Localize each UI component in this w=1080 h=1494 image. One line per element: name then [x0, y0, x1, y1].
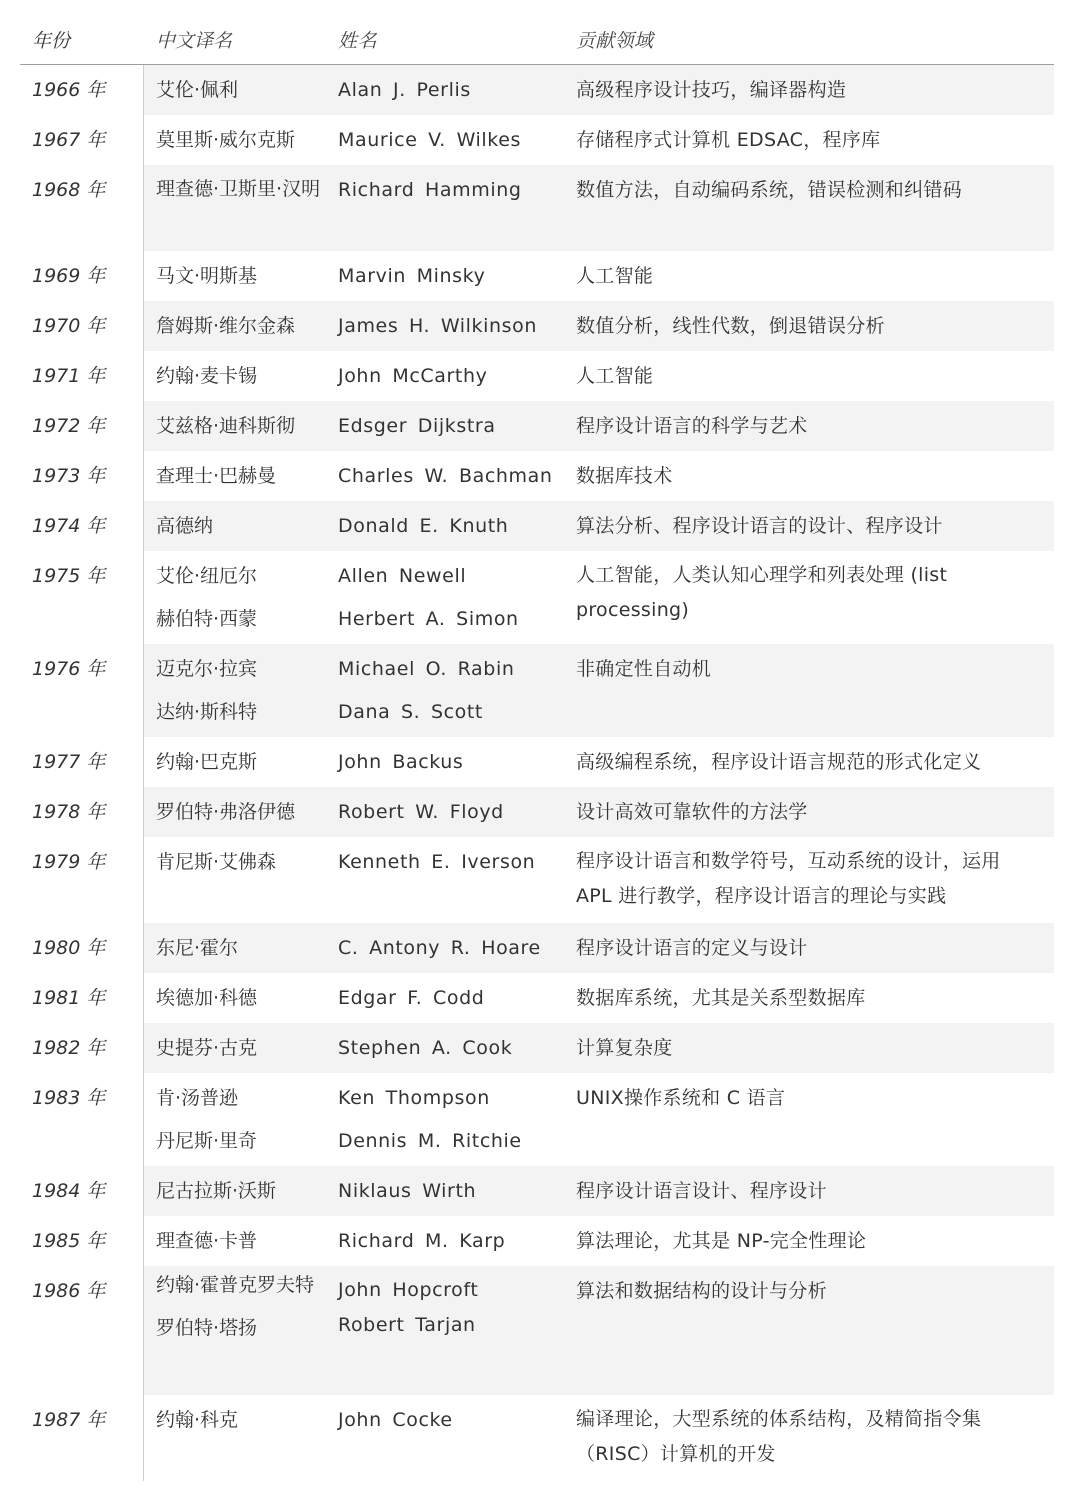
cn-name-cell: [144, 501, 326, 551]
person-name: Dana S. Scott: [338, 701, 483, 723]
person-name: Stephen A. Cook: [338, 1037, 513, 1059]
table-row: [20, 1216, 1054, 1266]
name-cell: [326, 165, 564, 251]
year-cell: 1967 年: [20, 115, 144, 165]
name-cell: [326, 65, 564, 115]
person-name: John Cocke: [338, 1409, 453, 1431]
cn-name: 理查德·卫斯里·汉明: [156, 178, 321, 200]
person-name: Charles W. Bachman: [338, 465, 553, 487]
name-cell: [326, 1266, 564, 1395]
cn-name: 查理士·巴赫曼: [156, 465, 277, 487]
name-cell: [326, 1395, 564, 1481]
table-row: [20, 351, 1054, 401]
field-cell: 数据库系统，尤其是关系型数据库: [576, 987, 866, 1009]
person-name: Richard Hamming: [338, 179, 522, 201]
header-field: 贡献领域: [576, 29, 654, 52]
cn-name-cell: [144, 351, 326, 401]
year-cell: 1977 年: [20, 737, 144, 787]
turing-award-table: [20, 14, 1054, 1481]
year-cell: 1972 年: [20, 401, 144, 451]
name-cell: [326, 1216, 564, 1266]
name-cell: [326, 401, 564, 451]
year-cell: 1978 年: [20, 787, 144, 837]
name-cell: [326, 1073, 564, 1166]
field-cell: 人工智能: [576, 365, 654, 387]
year-cell: 1982 年: [20, 1023, 144, 1073]
field-cell: 高级编程系统，程序设计语言规范的形式化定义: [576, 751, 982, 773]
cn-name-cell: [144, 401, 326, 451]
year-cell: 1973 年: [20, 451, 144, 501]
person-name: Kenneth E. Iverson: [338, 851, 536, 873]
year-cell: 1987 年: [20, 1395, 144, 1481]
cn-name: 艾伦·纽厄尔: [156, 565, 258, 587]
person-name: Robert Tarjan: [338, 1314, 476, 1336]
person-name: Marvin Minsky: [338, 265, 486, 287]
table-header: [20, 14, 1054, 65]
cn-name-cell: [144, 923, 326, 973]
table-row: [20, 787, 1054, 837]
cn-name: 莫里斯·威尔克斯: [156, 129, 296, 151]
name-cell: [326, 1166, 564, 1216]
table-row: [20, 401, 1054, 451]
cn-name-cell: [144, 1266, 326, 1395]
cn-name-cell: [144, 973, 326, 1023]
field-cell: 程序设计语言和数学符号，互动系统的设计，运用 APL 进行教学，程序设计语言的理论与实践: [576, 850, 1001, 907]
year-cell: 1974 年: [20, 501, 144, 551]
cn-name: 丹尼斯·里奇: [156, 1130, 258, 1152]
table-row: [20, 1395, 1054, 1481]
field-cell: 高级程序设计技巧，编译器构造: [564, 65, 1054, 115]
year-cell: 1969 年: [20, 251, 144, 301]
table-row: [20, 1073, 1054, 1166]
field-cell: 算法和数据结构的设计与分析: [564, 1266, 1054, 1395]
cn-name: 约翰·巴克斯: [156, 751, 258, 773]
year-cell: 1986 年: [20, 1266, 144, 1395]
table-row: [20, 551, 1054, 644]
year-cell: 1970 年: [20, 301, 144, 351]
cn-name-cell: [144, 551, 326, 644]
field-cell: 数值方法，自动编码系统，错误检测和纠错码: [564, 165, 1054, 251]
field-cell: 程序设计语言的科学与艺术: [564, 401, 1054, 451]
person-name: Niklaus Wirth: [338, 1180, 477, 1202]
name-cell: [326, 737, 564, 787]
table-row: [20, 65, 1054, 115]
cn-name-cell: [144, 165, 326, 251]
person-name: C. Antony R. Hoare: [338, 937, 541, 959]
cn-name: 肯·汤普逊: [156, 1087, 239, 1109]
year-cell: 1966 年: [20, 65, 144, 115]
cn-name: 迈克尔·拉宾: [156, 658, 258, 680]
name-cell: [326, 115, 564, 165]
field-cell: 数据库技术: [576, 465, 673, 487]
year-cell: 1975 年: [20, 551, 144, 644]
cn-name: 詹姆斯·维尔金森: [156, 315, 296, 337]
person-name: Edsger Dijkstra: [338, 415, 496, 437]
name-cell: [326, 837, 564, 923]
header-cn-name: 中文译名: [156, 29, 233, 52]
cn-name-cell: [144, 1023, 326, 1073]
person-name: Robert W. Floyd: [338, 801, 504, 823]
name-cell: [326, 644, 564, 737]
cn-name: 罗伯特·弗洛伊德: [156, 801, 296, 823]
field-cell: 非确定性自动机: [564, 644, 1054, 737]
name-cell: [326, 923, 564, 973]
field-cell: 设计高效可靠软件的方法学: [564, 787, 1054, 837]
cn-name-cell: [144, 451, 326, 501]
person-name: Michael O. Rabin: [338, 658, 515, 680]
field-cell: 程序设计语言的定义与设计: [564, 923, 1054, 973]
name-cell: [326, 451, 564, 501]
field-cell: 存储程序式计算机 EDSAC，程序库: [576, 129, 881, 151]
year-cell: 1976 年: [20, 644, 144, 737]
table-row: [20, 973, 1054, 1023]
cn-name: 东尼·霍尔: [156, 937, 239, 959]
cn-name: 约翰·霍普克罗夫特: [156, 1274, 315, 1296]
field-cell: 人工智能: [576, 265, 654, 287]
cn-name: 理查德·卡普: [156, 1230, 258, 1252]
table-row: [20, 1166, 1054, 1216]
cn-name: 尼古拉斯·沃斯: [156, 1180, 277, 1202]
name-cell: [326, 501, 564, 551]
field-cell: 编译理论，大型系统的体系结构，及精简指令集（RISC）计算机的开发: [576, 1408, 982, 1465]
cn-name-cell: [144, 65, 326, 115]
header-name: 姓名: [338, 29, 378, 52]
year-cell: 1985 年: [20, 1216, 144, 1266]
name-cell: [326, 1023, 564, 1073]
cn-name: 艾伦·佩利: [156, 79, 239, 101]
name-cell: [326, 551, 564, 644]
table-row: [20, 923, 1054, 973]
table-row: [20, 1266, 1054, 1395]
cn-name: 高德纳: [156, 515, 214, 537]
year-cell: 1984 年: [20, 1166, 144, 1216]
person-name: Herbert A. Simon: [338, 608, 519, 630]
table-body: [20, 65, 1054, 1481]
field-cell: 人工智能，人类认知心理学和列表处理 (list processing): [576, 564, 948, 621]
header-year: 年份: [32, 29, 71, 52]
name-cell: [326, 787, 564, 837]
year-cell: 1979 年: [20, 837, 144, 923]
year-cell: 1983 年: [20, 1073, 144, 1166]
field-cell: 程序设计语言设计、程序设计: [564, 1166, 1054, 1216]
cn-name: 约翰·麦卡锡: [156, 365, 258, 387]
person-name: John Backus: [338, 751, 464, 773]
table-row: [20, 501, 1054, 551]
cn-name: 史提芬·古克: [156, 1037, 258, 1059]
name-cell: [326, 351, 564, 401]
field-cell: 算法理论，尤其是 NP-完全性理论: [576, 1230, 867, 1252]
person-name: Edgar F. Codd: [338, 987, 485, 1009]
cn-name-cell: [144, 1395, 326, 1481]
person-name: Maurice V. Wilkes: [338, 129, 522, 151]
cn-name-cell: [144, 1073, 326, 1166]
cn-name-cell: [144, 1166, 326, 1216]
table-row: [20, 451, 1054, 501]
table-row: [20, 165, 1054, 251]
year-cell: 1968 年: [20, 165, 144, 251]
cn-name-cell: [144, 251, 326, 301]
name-cell: [326, 301, 564, 351]
year-cell: 1981 年: [20, 973, 144, 1023]
cn-name: 艾兹格·迪科斯彻: [156, 415, 296, 437]
cn-name: 达纳·斯科特: [156, 701, 258, 723]
cn-name-cell: [144, 115, 326, 165]
cn-name-cell: [144, 644, 326, 737]
cn-name-cell: [144, 301, 326, 351]
person-name: John McCarthy: [338, 365, 488, 387]
field-cell: 计算复杂度: [564, 1023, 1054, 1073]
table-row: [20, 644, 1054, 737]
table-row: [20, 251, 1054, 301]
field-cell: 算法分析、程序设计语言的设计、程序设计: [564, 501, 1054, 551]
table-row: [20, 837, 1054, 923]
cn-name: 赫伯特·西蒙: [156, 608, 258, 630]
person-name: Alan J. Perlis: [338, 79, 471, 101]
table-row: [20, 1023, 1054, 1073]
person-name: Dennis M. Ritchie: [338, 1130, 522, 1152]
table-row: [20, 301, 1054, 351]
year-cell: 1980 年: [20, 923, 144, 973]
table-row: [20, 115, 1054, 165]
field-cell: 数值分析，线性代数，倒退错误分析: [564, 301, 1054, 351]
year-cell: 1971 年: [20, 351, 144, 401]
cn-name: 肯尼斯·艾佛森: [156, 851, 277, 873]
table-row: [20, 737, 1054, 787]
field-cell: UNIX操作系统和 C 语言: [576, 1087, 786, 1109]
cn-name-cell: [144, 787, 326, 837]
cn-name: 罗伯特·塔扬: [156, 1317, 258, 1339]
person-name: Richard M. Karp: [338, 1230, 506, 1252]
person-name: Allen Newell: [338, 565, 467, 587]
person-name: Ken Thompson: [338, 1087, 490, 1109]
cn-name-cell: [144, 1216, 326, 1266]
name-cell: [326, 251, 564, 301]
name-cell: [326, 973, 564, 1023]
person-name: Donald E. Knuth: [338, 515, 509, 537]
cn-name-cell: [144, 737, 326, 787]
cn-name: 埃德加·科德: [156, 987, 258, 1009]
person-name: John Hopcroft: [338, 1279, 479, 1301]
person-name: James H. Wilkinson: [338, 315, 538, 337]
cn-name: 马文·明斯基: [156, 265, 258, 287]
cn-name-cell: [144, 837, 326, 923]
cn-name: 约翰·科克: [156, 1409, 239, 1431]
